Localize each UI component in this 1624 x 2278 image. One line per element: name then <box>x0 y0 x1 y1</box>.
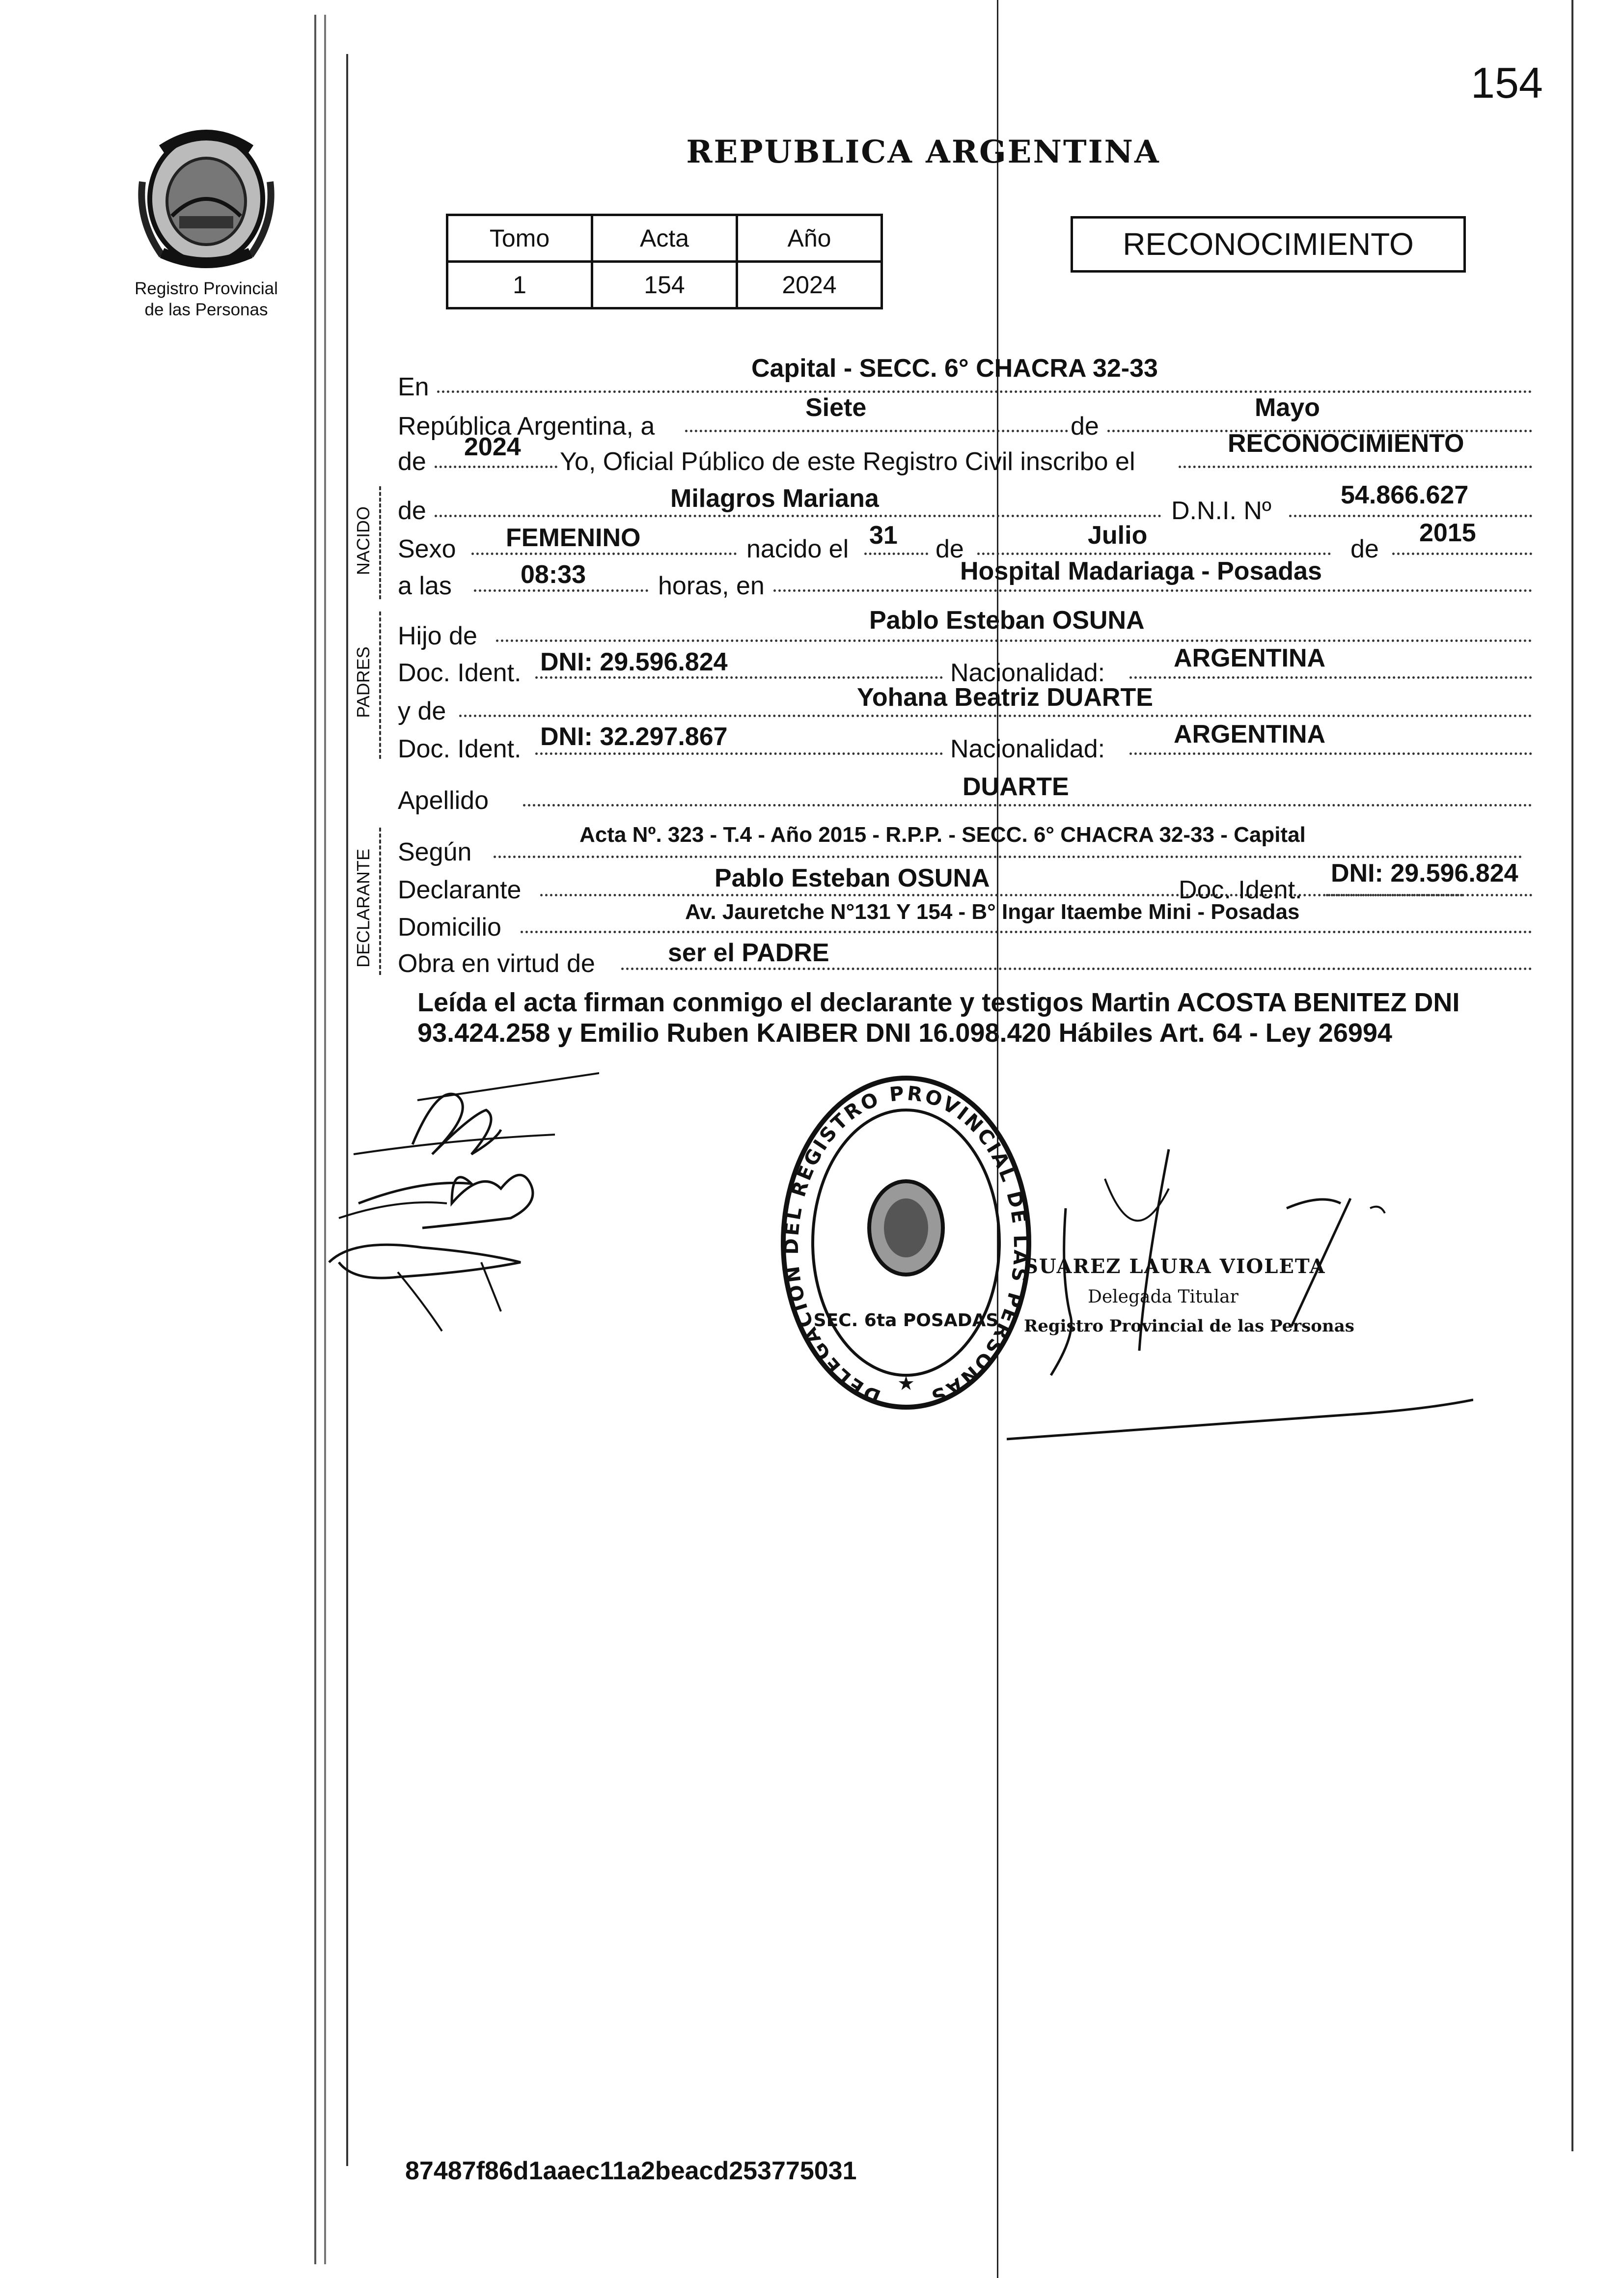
seal-star-icon: ★ <box>897 1373 915 1394</box>
value-birth-day: 31 <box>869 521 898 550</box>
side-label-declarante: DECLARANTE <box>353 848 373 968</box>
stamp-official-office: Registro Provincial de las Personas <box>1024 1316 1354 1336</box>
label-a-las: a las <box>398 572 452 600</box>
seal-outer-text: DELEGACION DEL REGISTRO PROVINCIAL DE LAS PERSONAS <box>780 1082 1032 1409</box>
dots-dni <box>1289 515 1532 517</box>
page-number: 154 <box>1471 58 1543 107</box>
label-de-5: de <box>1350 535 1379 563</box>
value-declarant-doc: DNI: 29.596.824 <box>1331 859 1518 888</box>
dots-birth-place <box>773 589 1532 592</box>
dots-en <box>437 390 1532 393</box>
dots-address <box>521 931 1532 933</box>
stamp-official-role: Delegada Titular <box>1088 1287 1239 1307</box>
ref-value-acta: 154 <box>592 262 737 308</box>
value-father: Pablo Esteban OSUNA <box>869 606 1145 635</box>
label-de-4: de <box>936 535 964 563</box>
reference-table <box>446 214 883 309</box>
value-day: Siete <box>805 393 867 422</box>
nacido-bracket <box>379 486 381 599</box>
label-sexo: Sexo <box>398 535 456 563</box>
dots-surname <box>523 804 1532 806</box>
value-dni: 54.866.627 <box>1341 481 1469 509</box>
official-seal <box>778 1071 1034 1415</box>
value-birth-year: 2015 <box>1419 519 1476 547</box>
dots-name <box>435 515 1161 517</box>
value-year: 2024 <box>464 433 521 461</box>
label-doc-ident-3: Doc. Ident. <box>1179 876 1302 904</box>
label-republica: República Argentina, a <box>398 412 655 441</box>
dots-segun <box>494 856 1522 858</box>
label-doc-ident-2: Doc. Ident. <box>398 735 522 763</box>
logo-caption <box>118 278 295 320</box>
dots-act <box>1179 466 1532 468</box>
ref-value-ano: 2024 <box>737 262 882 308</box>
label-nacido-el: nacido el <box>746 535 849 563</box>
side-label-nacido: NACIDO <box>353 506 373 576</box>
label-nacionalidad-1: Nacionalidad: <box>950 659 1105 687</box>
dots-sex <box>471 553 737 555</box>
value-father-doc: DNI: 29.596.824 <box>540 648 728 676</box>
padres-bracket <box>379 611 381 759</box>
label-en: En <box>398 373 429 401</box>
dots-birth-year <box>1392 553 1532 555</box>
dots-mother-doc <box>535 752 943 755</box>
margin-line-outer <box>314 15 316 2264</box>
seal-inner-text: SEC. 6ta POSADAS <box>813 1310 999 1331</box>
dots-mother-nat <box>1129 752 1532 755</box>
label-yo: Yo, Oficial Público de este Registro Civil inscribo el <box>560 447 1135 476</box>
dots-declarant-doc <box>1326 894 1532 896</box>
dots-birth-day <box>864 553 928 555</box>
act-type-box: RECONOCIMIENTO <box>1071 216 1466 273</box>
label-apellido: Apellido <box>398 786 489 815</box>
ref-header-ano: Año <box>737 215 882 262</box>
label-horas-en: horas, en <box>658 572 765 600</box>
value-segun: Acta Nº. 323 - T.4 - Año 2015 - R.P.P. - SECC. 6° CHACRA 32-33 - Capital <box>579 823 1306 847</box>
dots-day <box>685 430 1068 432</box>
value-mother-nat: ARGENTINA <box>1174 720 1326 749</box>
logo-caption-line-1: Registro Provincial <box>135 279 278 298</box>
dots-year <box>435 466 557 468</box>
witness-signatures <box>324 1056 599 1351</box>
province-logo <box>133 123 280 275</box>
dots-birth-month <box>977 553 1331 555</box>
label-y-de: y de <box>398 697 446 725</box>
value-address: Av. Jauretche N°131 Y 154 - B° Ingar Itaembe Mini - Posadas <box>685 900 1300 924</box>
value-act: RECONOCIMIENTO <box>1228 429 1464 458</box>
ref-value-tomo: 1 <box>447 262 592 308</box>
label-de-2: de <box>398 447 426 476</box>
document-hash: 87487f86d1aaec11a2beacd253775031 <box>405 2157 857 2185</box>
value-birth-month: Julio <box>1088 521 1148 550</box>
label-domicilio: Domicilio <box>398 913 501 942</box>
dots-father-nat <box>1129 676 1532 679</box>
value-sex: FEMENINO <box>506 524 641 552</box>
ref-header-acta: Acta <box>592 215 737 262</box>
ref-header-tomo: Tomo <box>447 215 592 262</box>
value-month: Mayo <box>1255 393 1320 422</box>
label-de-1: de <box>1071 412 1099 441</box>
value-time: 08:33 <box>521 560 586 589</box>
side-label-padres: PADRES <box>353 646 373 718</box>
value-name: Milagros Mariana <box>670 484 879 513</box>
right-edge-line <box>1571 0 1573 2151</box>
label-declarante: Declarante <box>398 876 522 904</box>
label-de-3: de <box>398 497 426 525</box>
dots-reason <box>621 968 1532 970</box>
label-doc-ident-1: Doc. Ident. <box>398 659 522 687</box>
value-mother: Yohana Beatriz DUARTE <box>857 683 1153 712</box>
page-title: REPUBLICA ARGENTINA <box>686 134 1160 170</box>
label-dni: D.N.I. Nº <box>1171 497 1271 525</box>
closing-statement: Leída el acta firman conmigo el declarante y testigos Martin ACOSTA BENITEZ DNI 93.424.258 y Emilio Ruben KAIBER DNI 16.098.420 Hábiles Art. 64 - Ley 26994 <box>417 988 1460 1048</box>
value-surname: DUARTE <box>963 773 1069 801</box>
value-reason: ser el PADRE <box>668 939 829 967</box>
value-mother-doc: DNI: 32.297.867 <box>540 722 728 751</box>
official-signature <box>1007 1130 1473 1473</box>
dots-father <box>496 639 1532 642</box>
value-place: Capital - SECC. 6° CHACRA 32-33 <box>751 354 1158 383</box>
label-hijo-de: Hijo de <box>398 622 477 650</box>
declarante-bracket <box>379 828 381 975</box>
value-birth-place: Hospital Madariaga - Posadas <box>960 557 1322 585</box>
dots-mother <box>459 715 1532 717</box>
value-father-nat: ARGENTINA <box>1174 644 1326 672</box>
dots-time <box>474 589 648 592</box>
stamp-official-name: SUAREZ LAURA VIOLETA <box>1024 1255 1326 1278</box>
label-nacionalidad-2: Nacionalidad: <box>950 735 1105 763</box>
logo-caption-line-2: de las Personas <box>144 300 268 319</box>
value-declarant: Pablo Esteban OSUNA <box>715 864 990 892</box>
label-segun: Según <box>398 838 472 866</box>
label-obra: Obra en virtud de <box>398 949 595 978</box>
dots-declarant <box>540 894 1463 896</box>
